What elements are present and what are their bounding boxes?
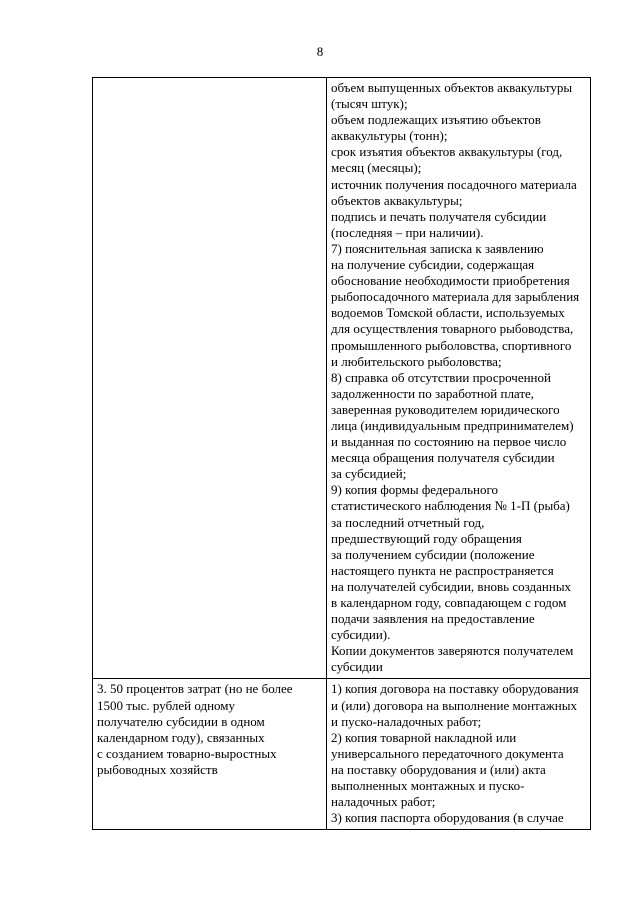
text-line: 9) копия формы федерального (331, 482, 498, 498)
text-line: 3. 50 процентов затрат (но не более (97, 681, 293, 697)
text-line: обоснование необходимости приобретения (331, 273, 570, 289)
text-line: и (или) договора на выполнение монтажных (331, 697, 577, 713)
text-line: подачи заявления на предоставление (331, 611, 535, 627)
text-line: субсидии). (331, 627, 391, 643)
text-line: и любительского рыболовства; (331, 353, 502, 369)
text-line: универсального передаточного документа (331, 745, 564, 761)
text-line: месяц (месяцы); (331, 160, 422, 176)
text-line: с созданием товарно-выростных (97, 745, 277, 761)
text-line: объем выпущенных объектов аквакультуры (331, 80, 573, 95)
text-line: аквакультуры (тонн); (331, 128, 448, 144)
text-line: предшествующий году обращения (331, 530, 522, 546)
text-line: за последний отчетный год, (331, 514, 485, 530)
page-number: 8 (316, 44, 324, 59)
text-line: объем подлежащих изъятию объектов (331, 112, 541, 128)
text-line: заверенная руководителем юридического (331, 401, 560, 417)
text-line: месяца обращения получателя субсидии (331, 450, 555, 466)
text-line: статистического наблюдения № 1-П (рыба) (331, 498, 570, 514)
text-line: выполненных монтажных и пуско- (331, 778, 525, 794)
text-line: 1) копия договора на поставку оборудования (331, 681, 579, 697)
text-line: для осуществления товарного рыбоводства, (331, 321, 574, 337)
text-line: 3) копия паспорта оборудования (в случае (331, 810, 564, 826)
table-row (93, 679, 591, 830)
text-line: 1500 тыс. рублей одному (97, 697, 236, 713)
text-line: наладочных работ; (331, 794, 436, 810)
text-line: лица (индивидуальным предпринимателем) (331, 417, 574, 433)
text-line: Копии документов заверяются получателем (331, 643, 574, 659)
text-line: (тысяч штук); (331, 96, 408, 112)
documents-cell (327, 679, 591, 830)
requirements-table (92, 77, 591, 830)
text-line: и пуско-наладочных работ; (331, 713, 482, 729)
text-line: получателю субсидии в одном (97, 713, 265, 729)
text-line: срок изъятия объектов аквакультуры (год, (331, 144, 563, 160)
text-line: 7) пояснительная записка к заявлению (331, 240, 544, 256)
text-line: водоемов Томской области, используемых (331, 305, 565, 321)
text-line: за получением субсидии (положение (331, 546, 535, 562)
text-line: настоящего пункта не распространяется (331, 562, 554, 578)
text-line: промышленного рыболовства, спортивного (331, 337, 572, 353)
text-line: за субсидией; (331, 466, 407, 482)
text-line: 2) копия товарной накладной или (331, 729, 517, 745)
text-line: задолженности по заработной плате, (331, 385, 535, 401)
text-line: в календарном году, совпадающем с годом (331, 595, 567, 610)
text-line: календарном году), связанных (97, 729, 265, 745)
text-line: на получателей субсидии, вновь созданных (331, 578, 572, 594)
text-line: и выданная по состоянию на первое число (331, 434, 567, 450)
text-line: на получение субсидии, содержащая (331, 257, 535, 273)
table-row (93, 78, 591, 679)
text-line: на поставку оборудования и (или) акта (331, 761, 546, 777)
text-line: 8) справка об отсутствии просроченной (331, 369, 551, 385)
table-body (93, 78, 591, 830)
text-line: субсидии (331, 659, 383, 675)
text-line: (последняя – при наличии). (331, 224, 484, 240)
text-line: объектов аквакультуры; (331, 192, 463, 208)
expense-type-cell (93, 679, 327, 830)
expense-type-cell (93, 78, 327, 679)
documents-cell (327, 78, 591, 679)
text-line: рыбоводных хозяйств (97, 761, 218, 777)
text-line: источник получения посадочного материала (331, 176, 577, 192)
text-line: подпись и печать получателя субсидии (331, 208, 547, 224)
text-line: рыбопосадочного материала для зарыбления (331, 289, 580, 305)
